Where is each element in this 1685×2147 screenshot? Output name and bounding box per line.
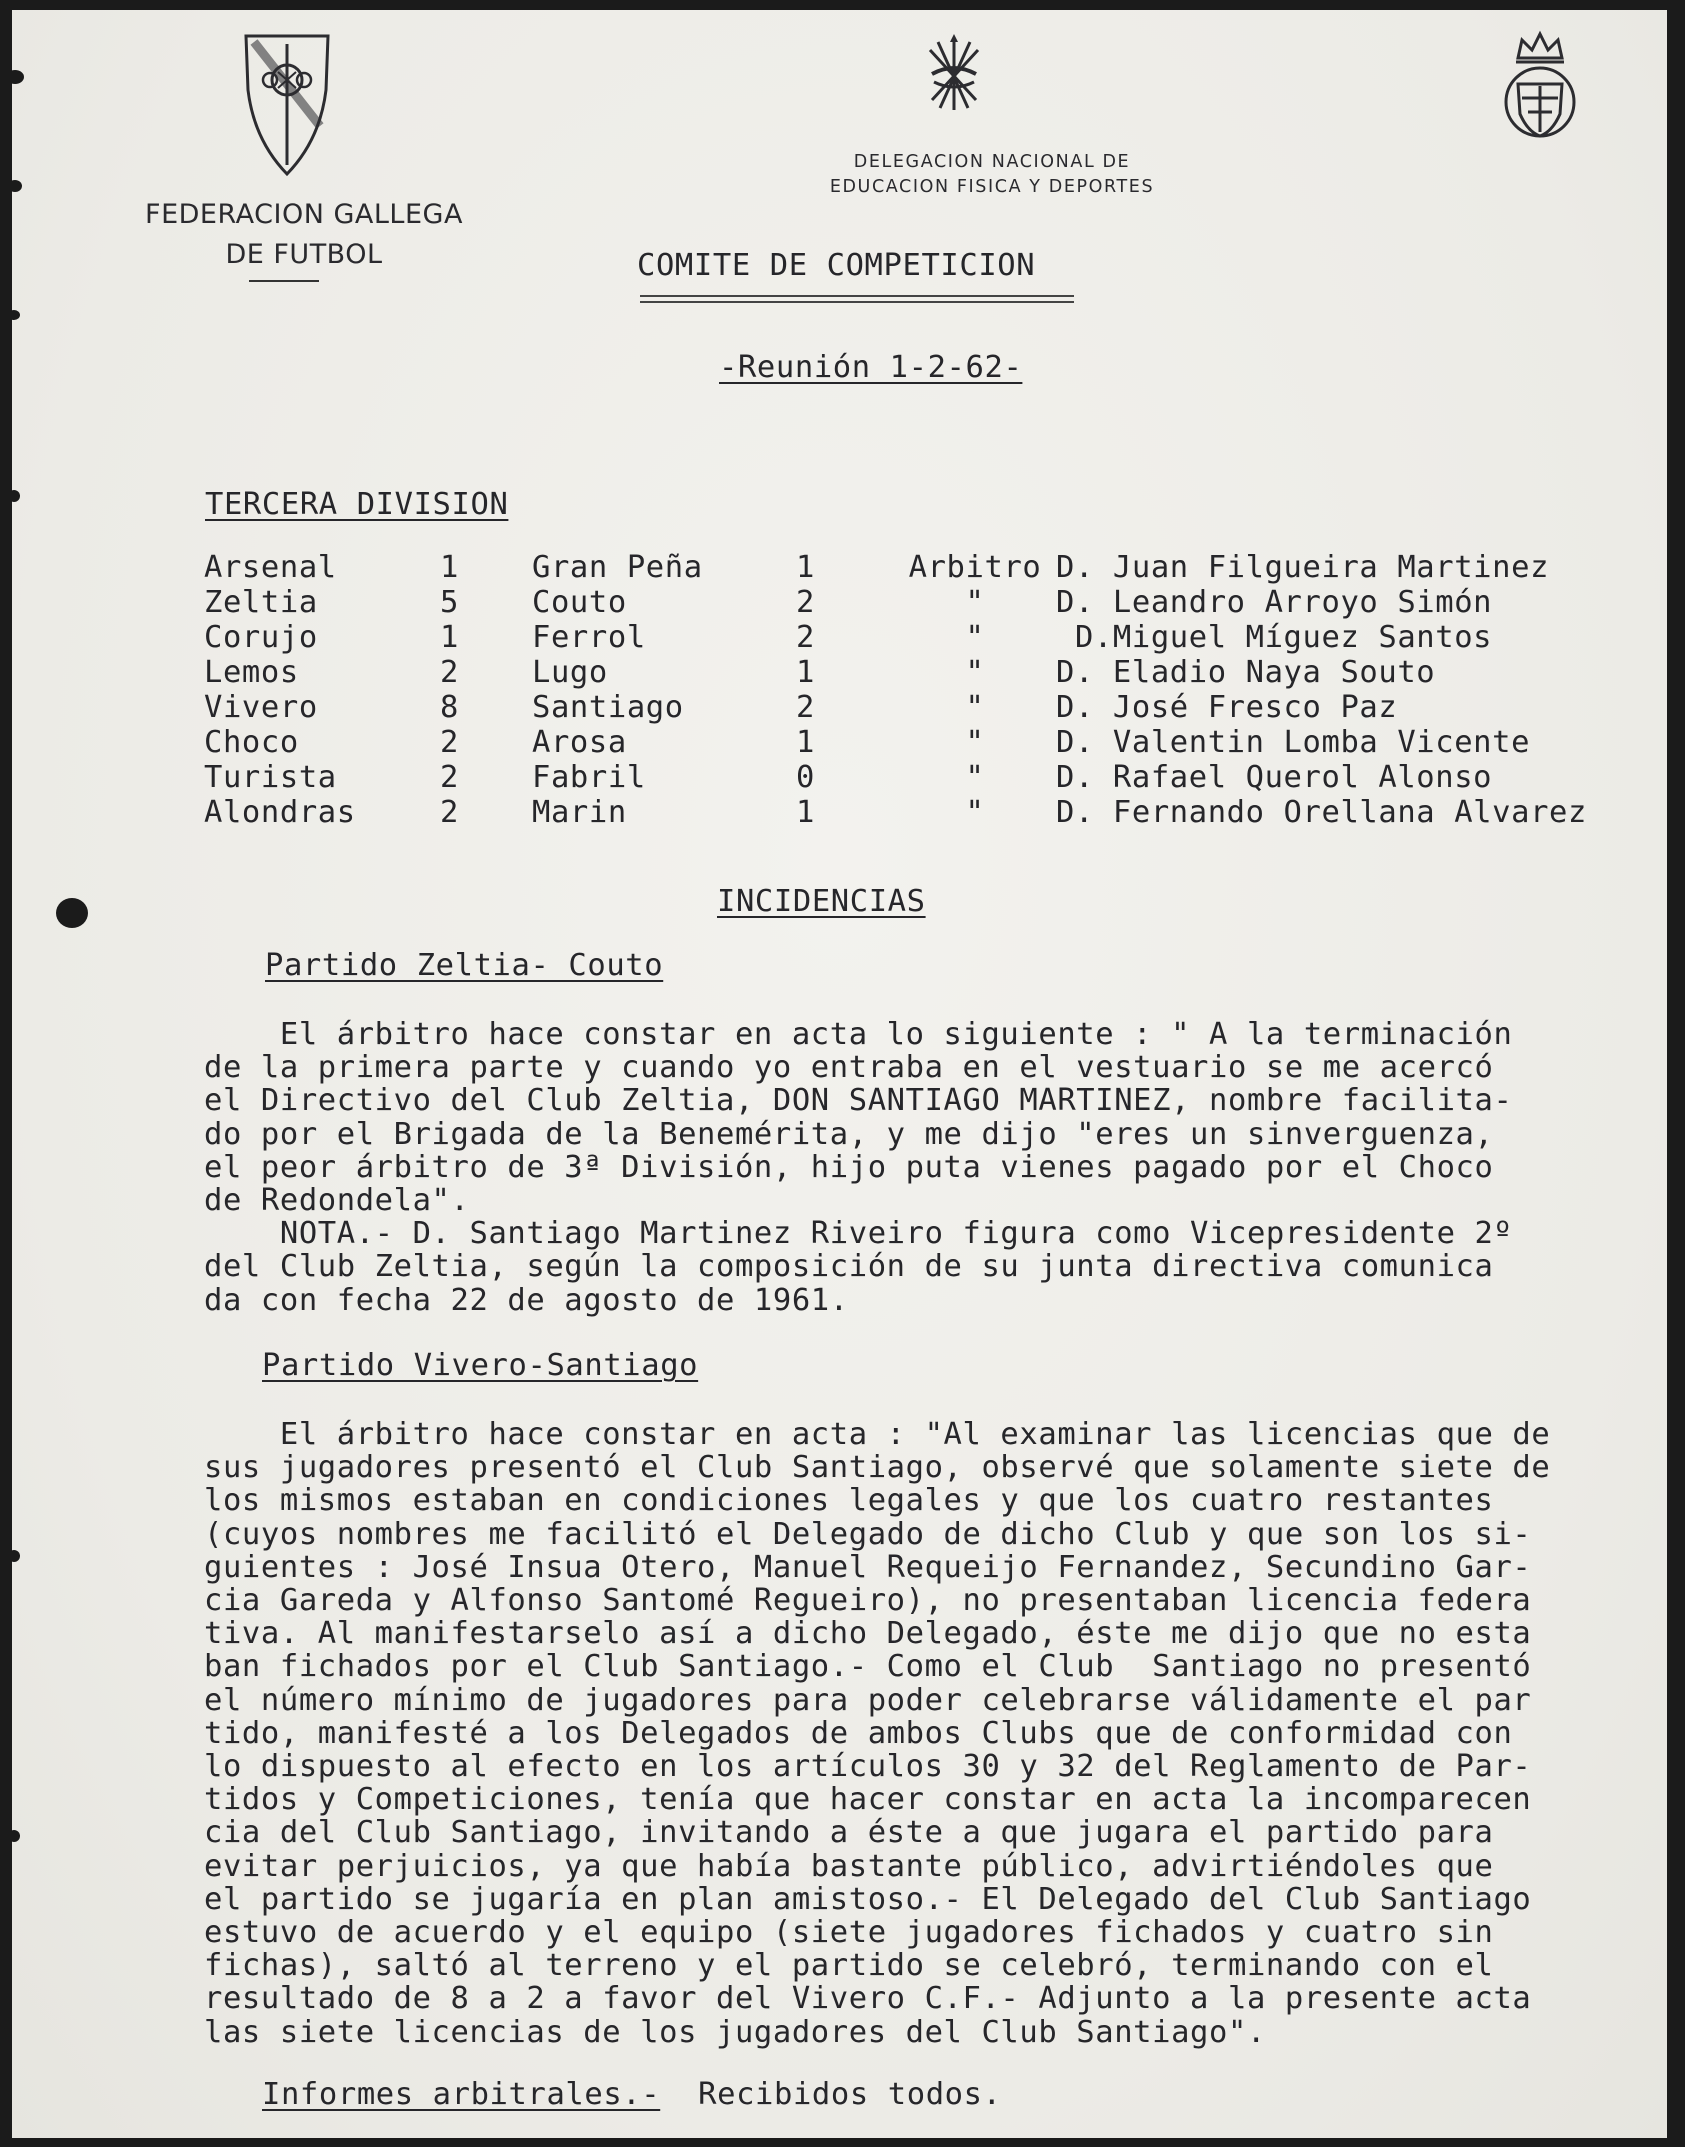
away-score: 2 [796,620,815,655]
federation-name-line1: FEDERACION GALLEGA [145,199,463,230]
referee-name: D. José Fresco Paz [1056,690,1398,725]
document-page [12,10,1667,2138]
table-row [204,760,1587,795]
match2-title: Partido Vivero-Santiago [262,1348,699,1383]
referee-reports-label: Informes arbitrales.- [262,2077,661,2112]
home-score: 2 [440,655,459,690]
punch-hole [12,490,20,502]
away-team: Fabril [532,760,646,795]
committee-double-underline [640,295,1074,303]
home-team: Turista [204,760,337,795]
home-score: 8 [440,690,459,725]
referee-ditto: " [965,655,985,690]
results-table [204,550,1587,830]
punch-hole [12,1550,20,1562]
referee-ditto: " [965,585,985,620]
home-score: 2 [440,795,459,830]
delegation-line1: DELEGACION NACIONAL DE [853,152,1131,172]
away-team: Ferrol [532,620,646,655]
home-team: Vivero [204,690,318,725]
punch-hole [12,70,24,84]
match2-report: El árbitro hace constar en acta : "Al examinar las licencias que de sus jugadores presentó el Club Santiago, observé que solamente siete de los mismos estaban en condiciones legales y que los cuatro restantes (cuyos nombres me facilitó el Delegado de dicho Club y que son los si- guientes : José Insua Otero, Manuel Requeijo Fernandez, Secundino Gar- cia Gareda y Alfonso Santomé Regueiro), no presentaban licencia federa tiva. Al manifestarselo así a dicho Delegado, éste me dijo que no esta ban fichados por el Club Santiago.- Como el Club Santiago no presentó el número mínimo de jugadores para poder celebrarse válidamente el par tido, manifesté a los Delegados de ambos Clubs que de conformidad con lo dispuesto al efecto en los artículos 30 y 32 del Reglamento de Par- tidos y Competiciones, tenía que hacer constar en acta la incomparecen cia del Club Santiago, invitando a éste a que jugara el partido para evitar perjuicios, ya que había bastante público, advirtiéndoles que el partido se jugaría en plan amistoso.- El Delegado del Club Santiago estuvo de acuerdo y el equipo (siete jugadores fichados y cuatro sin fichas), saltó al terreno y el partido se celebró, terminando con el resultado de 8 a 2 a favor del Vivero C.F.- Adjunto a la presente acta las siete licencias de los jugadores del Club Santiago". [204,1417,1551,2050]
punch-hole [56,898,88,928]
away-team: Arosa [532,725,627,760]
referee-name: D. Fernando Orellana Alvarez [1056,795,1587,830]
home-team: Zeltia [204,585,318,620]
federation-crest-icon [240,30,334,180]
table-row [204,725,1587,760]
away-team: Marin [532,795,627,830]
away-team: Lugo [532,655,608,690]
referee-name: D. Eladio Naya Souto [1056,655,1436,690]
referee-label: Arbitro [908,550,1042,585]
referee-ditto: " [965,725,985,760]
table-row [204,690,1587,725]
committee-title: COMITE DE COMPETICION [637,248,1036,283]
delegation-heading [712,150,1272,200]
table-row [204,620,1587,655]
home-score: 1 [440,550,459,585]
away-team: Gran Peña [532,550,703,585]
away-team: Couto [532,585,627,620]
punch-hole [12,180,22,192]
away-score: 1 [796,655,815,690]
federation-underline [249,280,319,282]
table-row [204,795,1587,830]
away-team: Santiago [532,690,684,725]
referee-reports-line [262,2077,1002,2112]
referee-name: D. Leandro Arroyo Simón [1056,585,1493,620]
referee-name: D. Rafael Querol Alonso [1056,760,1493,795]
table-row [204,655,1587,690]
federation-name-line2: DE FUTBOL [225,239,383,270]
home-team: Choco [204,725,299,760]
home-team: Alondras [204,795,356,830]
referee-ditto: " [965,795,985,830]
referee-name: D. Juan Filgueira Martinez [1056,550,1550,585]
referee-name: D. Valentin Lomba Vicente [1056,725,1531,760]
table-row [204,550,1587,585]
referee-name: D.Miguel Míguez Santos [1056,620,1493,655]
referee-ditto: " [965,760,985,795]
delegation-line2: EDUCACION FISICA Y DEPORTES [829,177,1155,197]
home-score: 5 [440,585,459,620]
table-row [204,585,1587,620]
yoke-and-arrows-icon [924,34,984,114]
match1-title: Partido Zeltia- Couto [265,948,664,983]
meeting-date: -Reunión 1-2-62- [719,350,1023,385]
away-score: 0 [796,760,815,795]
away-score: 2 [796,690,815,725]
incidents-title: INCIDENCIAS [717,884,926,919]
home-team: Corujo [204,620,318,655]
referee-ditto: " [965,620,985,655]
match1-report: El árbitro hace constar en acta lo siguiente : " A la terminación de la primera parte y cuando yo entraba en el vestuario se me acercó el Directivo del Club Zeltia, DON SANTIAGO MARTINEZ, nombre facilita- do por el Brigada de la Benemérita, y me dijo "eres un sinverguenza, el peor árbitro de 3ª División, hijo puta vienes pagado por el Choco de Redondela". NOTA.- D. Santiago Martinez Riveiro figura como Vicepresidente 2º del Club Zeltia, según la composición de su junta directiva comunica da con fecha 22 de agosto de 1961. [204,1017,1513,1318]
division-title: TERCERA DIVISION [205,487,509,522]
crowned-football-crest-icon [1502,28,1578,146]
punch-hole [12,310,20,320]
home-score: 1 [440,620,459,655]
federation-name [104,195,504,275]
referee-reports-value: Recibidos todos. [660,2077,1002,2112]
home-team: Arsenal [204,550,337,585]
home-team: Lemos [204,655,299,690]
home-score: 2 [440,725,459,760]
away-score: 1 [796,725,815,760]
punch-hole [12,1830,20,1842]
away-score: 1 [796,795,815,830]
referee-ditto: " [965,690,985,725]
away-score: 2 [796,585,815,620]
away-score: 1 [796,550,815,585]
home-score: 2 [440,760,459,795]
